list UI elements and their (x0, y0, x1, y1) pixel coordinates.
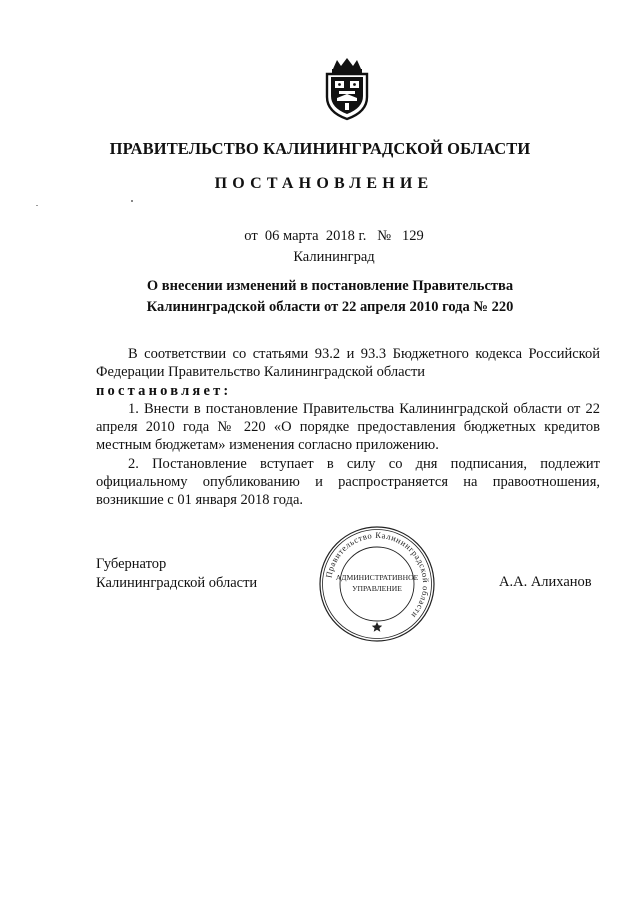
seal-center-line: УПРАВЛЕНИЕ (352, 584, 402, 593)
date-year: 2018 г. (325, 228, 367, 244)
position-line: Калининградской области (96, 575, 258, 591)
date-number-line (0, 228, 640, 245)
item-1: 1. Внести в постановление Правительства Калининградской области от 22 апреля 2010 года № 220 «О порядке предоставления бюджетных кредитов местным бюджетам» изменения согласно приложению. (96, 400, 600, 454)
scan-speck (131, 200, 133, 202)
subject-line: Калининградской области от 22 апреля 2010 года № 220 (146, 299, 514, 315)
subject-line: О внесении изменений в постановление Правительства (146, 278, 514, 294)
government-title: ПРАВИТЕЛЬСТВО КАЛИНИНГРАДСКОЙ ОБЛАСТИ (109, 139, 531, 158)
scan-speck (36, 205, 38, 206)
resolves: постановляет: (96, 382, 232, 399)
signatory-position (96, 555, 257, 593)
seal-star-icon (372, 622, 382, 632)
signatory-name: А.А. Алиханов (499, 574, 592, 590)
number-sign: № (377, 228, 392, 244)
document-subject (130, 276, 530, 318)
document-body (96, 345, 600, 510)
seal-ring-text: Правительство Калининградской области (323, 529, 432, 621)
document-number: 129 (401, 228, 424, 244)
official-seal (318, 525, 436, 643)
document-type: ПОСТАНОВЛЕНИЕ (214, 175, 434, 192)
coat-of-arms-icon (319, 57, 375, 121)
city: Калининград (293, 249, 375, 265)
preamble: В соответствии со статьями 93.2 и 93.3 Бюджетного кодекса Российской Федерации Правительство Калининградской области (96, 346, 600, 381)
date-prefix: от (244, 228, 258, 244)
item-2: 2. Постановление вступает в силу со дня подписания, подлежит официальному опубликованию и распространяется на правоотношения, возникшие с 01 января 2018 года. (96, 455, 600, 509)
seal-center-line: АДМИНИСТРАТИВНОЕ (335, 573, 419, 582)
date-day-month: 06 марта (264, 228, 319, 244)
position-line: Губернатор (96, 556, 167, 572)
